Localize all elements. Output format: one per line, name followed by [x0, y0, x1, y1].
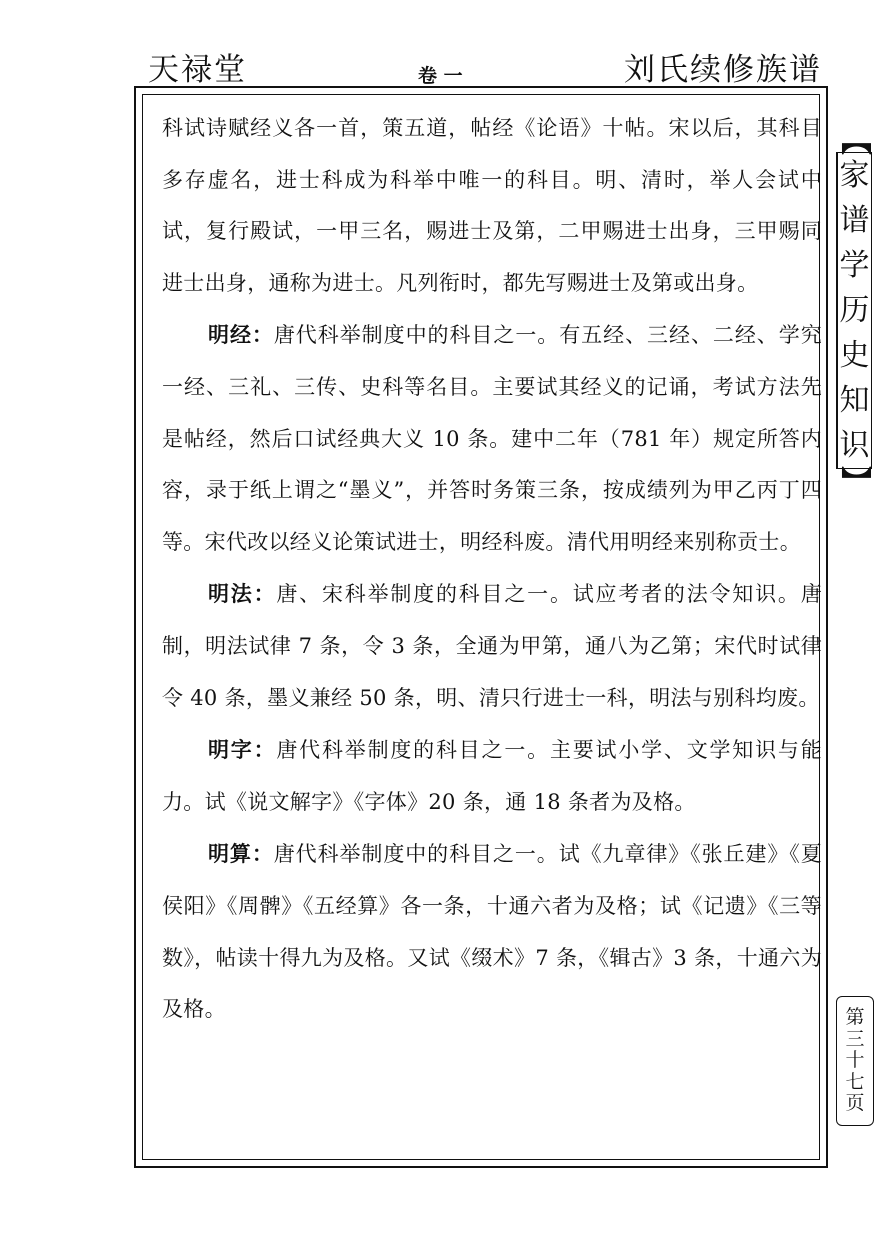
- side-bracket-close: 】: [837, 466, 872, 496]
- page-number-char: 页: [845, 1092, 865, 1114]
- header-hall-name: 天禄堂: [148, 52, 247, 88]
- page-number-char: 三: [845, 1027, 865, 1050]
- side-label-box: [836, 152, 872, 469]
- page-number-char: 十: [845, 1049, 865, 1071]
- header-book-title: 刘氏续修族谱: [624, 52, 822, 88]
- page-number-char: 七: [845, 1070, 865, 1093]
- page-number-box: [836, 996, 874, 1126]
- paragraph-mingjing-text: 唐代科举制度中的科目之一。有五经、三经、二经、学究一经、三礼、三传、史科等名目。主要试其经义的记诵，考试方法先是帖经，然后口试经典大义 10 条。建中二年（781 年）规定所答内容，录于纸上谓之“墨义”，并答时务策三条，按成绩列为甲乙丙丁四等。宋代改以经义论策试进士，明经科废。清代用明经来别称贡士。: [162, 323, 822, 554]
- side-label-char: 识: [839, 428, 870, 463]
- term-mingsuan: 明算：: [208, 841, 274, 867]
- side-label-char: 谱: [839, 203, 870, 238]
- side-label-char: 史: [839, 338, 870, 373]
- paragraph-mingzi-text: 唐代科举制度的科目之一。主要试小学、文学知识与能力。试《说文解字》《字体》20 条，通 18 条者为及格。: [162, 738, 822, 814]
- paragraph-mingzi: [162, 724, 822, 828]
- term-mingzi: 明字：: [208, 737, 277, 763]
- side-bracket-open: 【: [837, 125, 872, 155]
- page-body: [162, 103, 822, 1036]
- paragraph-jinshi-continued: 科试诗赋经义各一首，策五道，帖经《论语》十帖。宋以后，其科目多存虚名，进士科成为科举中唯一的科目。明、清时，举人会试中试，复行殿试，一甲三名，赐进士及第，二甲赐进士出身，三甲赐同进士出身，通称为进士。凡列衔时，都先写赐进士及第或出身。: [162, 116, 822, 295]
- paragraph-mingfa: [162, 568, 822, 724]
- side-label-char: 知: [839, 383, 870, 418]
- side-label-char: 学: [839, 248, 870, 283]
- term-mingfa: 明法：: [208, 581, 277, 607]
- side-label-char: 历: [839, 293, 870, 328]
- paragraph-mingjing: [162, 309, 822, 568]
- page-number-char: 第: [845, 1006, 865, 1028]
- side-section-label: [834, 125, 874, 496]
- header-volume: 卷 一: [418, 65, 463, 87]
- paragraph-mingsuan: [162, 828, 822, 1035]
- term-mingjing: 明经：: [208, 322, 274, 348]
- paragraph-mingsuan-text: 唐代科举制度中的科目之一。试《九章律》《张丘建》《夏侯阳》《周髀》《五经算》各一条，十通六者为及格；试《记遗》《三等数》，帖读十得九为及格。又试《缀术》7 条，《辑古》3 条，十通六为及格。: [162, 842, 822, 1022]
- paragraph-mingfa-text: 唐、宋科举制度的科目之一。试应考者的法令知识。唐制，明法试律 7 条，令 3 条，全通为甲第，通八为乙第；宋代时试律令 40 条，墨义兼经 50 条，明、清只行进士一科，明法与别科均废。: [162, 582, 822, 710]
- side-label-char: 家: [839, 158, 870, 193]
